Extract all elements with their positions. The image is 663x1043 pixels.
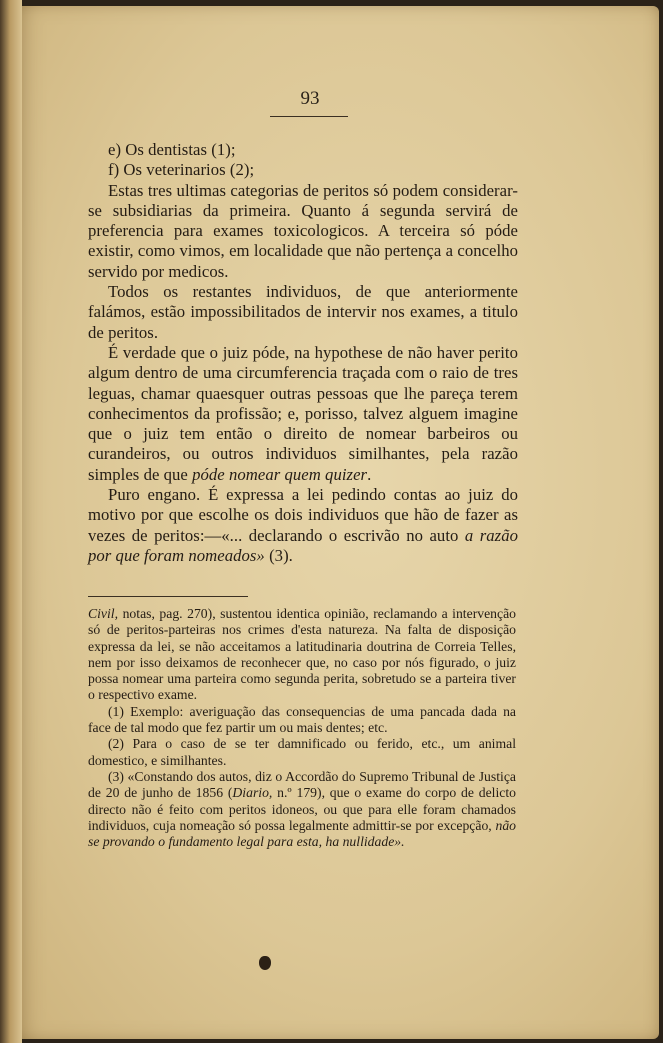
list-item-e: e) Os dentistas (1); [108, 140, 236, 159]
page-number: 93 [300, 88, 320, 109]
main-text [88, 140, 518, 566]
footnote-separator [88, 596, 248, 597]
paragraph-text: É verdade que o juiz póde, na hypothese de não haver perito algum dentro de uma circumferencia traçada com o raio de tres leguas, chamar quaesquer outras pessoas que lhe pareça terem conhecimentos da profissão; e, porisso, talvez alguem imagine que o juiz tem então o direito de nomear barbeiros ou curandeiros, ou outros individuos similhantes, pela razão simples de que [88, 342, 518, 484]
footnote-continuation [88, 606, 516, 704]
footnote-text: notas, pag. 270), sustentou identica opinião, reclamando a intervenção só de peritos-parteiras nos crimes d'esta natureza. Na falta de disposição expressa da lei, se não acceitamos a latitudinaria doutrina de Correia Telles, nem por isso deixamos de reconhecer que, no caso por nós figurado, o juiz possa nomear uma parteira como segunda perita, sobretudo se a parteira tiver o respectivo exame. [88, 606, 517, 703]
italic-phrase: não se provando o fundamento legal para esta, ha nullidade». [88, 817, 516, 850]
list-item-f: f) Os veterinarios (2); [108, 160, 255, 180]
footnote-ref: (3). [269, 545, 293, 565]
italic-word: Civil, [88, 606, 119, 621]
paragraph: Todos os restantes individuos, de que anteriormente falámos, estão impossibilitados de intervir nos exames, a titulo de peritos. [88, 282, 518, 342]
footnote-1: (1) Exemplo: averiguação das consequencias de uma pancada dada na face de tal modo que fez partir um ou mais dentes; etc. [88, 703, 516, 736]
italic-phrase: póde nomear quem quizer [192, 464, 368, 484]
footnote-3 [88, 769, 516, 850]
footnote-text: n.º 179), que o exame do corpo de delicto directo não é feito com peritos idoneos, ou que para elle foram chamados individuos, cuja nomeação só possa legalmente admittir-se por excepção, [88, 785, 516, 833]
paragraph-end: . [367, 464, 372, 484]
page-gutter [0, 0, 22, 1043]
printer-ornament-icon [259, 956, 271, 970]
paragraph-text: Puro engano. É expressa a lei pedindo contas ao juiz do motivo por que escolhe os dois individuos que hão de fazer as vezes de peritos:—«... declarando o escrivão no auto [88, 485, 518, 545]
paragraph: Estas tres ultimas categorias de peritos só podem considerar-se subsidiarias da primeira. Quanto á segunda servirá de preferencia para exames toxicologicos. A terceira só póde existir, como vimos, em localidade que não pertença a concelho servido por medicos. [88, 180, 518, 281]
italic-phrase: a razão por que foram nomeados» [88, 525, 518, 565]
italic-word: Diario, [232, 785, 273, 801]
paragraph [88, 485, 518, 566]
footnote-2: (2) Para o caso de se ter damnificado ou ferido, etc., um animal domestico, e similhantes. [88, 736, 516, 768]
paragraph [88, 343, 518, 485]
header-rule [270, 116, 348, 117]
footnote-text: (3) «Constando dos autos, diz o Accordão do Supremo Tribunal de Justiça de 20 de junho de 1856 ( [88, 768, 516, 801]
footnotes [88, 606, 516, 850]
